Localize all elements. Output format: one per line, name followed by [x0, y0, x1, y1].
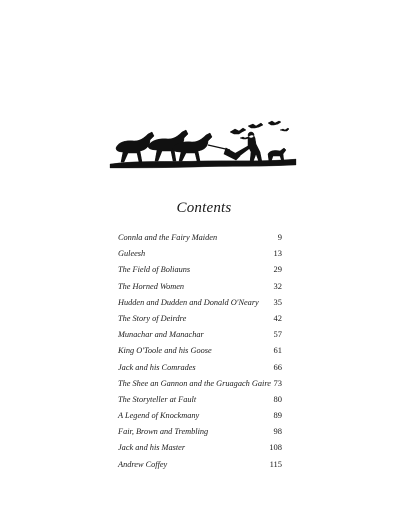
- toc-entry[interactable]: [118, 229, 282, 245]
- ploughing-horses-illustration: [108, 118, 298, 176]
- toc-entry-page: 61: [273, 345, 282, 356]
- toc-entry-page: 73: [273, 377, 282, 388]
- bird-icon: [248, 123, 263, 128]
- toc-entry-page: 9: [277, 232, 282, 242]
- toc-entry[interactable]: [118, 375, 282, 391]
- toc-entry-title: Guleesh: [118, 249, 146, 259]
- contents-heading: Contents: [176, 200, 232, 216]
- toc-entry-title: The Field of Boliauns: [118, 265, 191, 275]
- toc-entry-title: King O'Toole and his Goose: [118, 346, 212, 356]
- toc-entry-page: 66: [273, 361, 282, 372]
- bird-icon: [230, 128, 246, 134]
- plough-icon: [224, 146, 250, 160]
- toc-entry-title: Jack and his Comrades: [118, 362, 196, 372]
- toc-entry[interactable]: [118, 326, 282, 342]
- toc-entry-title: The Horned Women: [118, 281, 185, 291]
- toc-entry-title: Munachar and Manachar: [118, 330, 204, 340]
- toc-entry-title: Hudden and Dudden and Donald O'Neary: [118, 297, 259, 307]
- toc-entry-page: 42: [273, 312, 282, 323]
- toc-entry-title: Connla and the Fairy Maiden: [118, 233, 218, 242]
- toc-entry-page: 115: [269, 458, 282, 469]
- bird-icon: [268, 121, 281, 125]
- toc-entry-title: Andrew Coffey: [118, 459, 168, 469]
- toc-entry[interactable]: [118, 278, 282, 294]
- toc-entry-title: A Legend of Knockmany: [118, 411, 200, 421]
- field-ground: [110, 159, 296, 168]
- bird-icon: [240, 137, 249, 139]
- table-of-contents: [118, 229, 282, 472]
- toc-entry[interactable]: [118, 439, 282, 455]
- toc-entry-page: 80: [273, 393, 282, 404]
- toc-entry-page: 29: [273, 264, 282, 275]
- toc-entry-title: The Shee an Gannon and the Gruagach Gaire: [118, 378, 271, 388]
- toc-entry-page: 35: [273, 296, 282, 307]
- toc-entry-page: 32: [273, 280, 282, 291]
- toc-entry-title: Jack and his Master: [118, 443, 186, 453]
- bird-icon: [280, 128, 289, 131]
- toc-entry-page: 108: [269, 442, 282, 453]
- toc-entry-page: 13: [273, 248, 282, 259]
- toc-entry[interactable]: [118, 261, 282, 277]
- toc-entry[interactable]: [118, 391, 282, 407]
- toc-entry[interactable]: [118, 359, 282, 375]
- toc-entry-title: Fair, Brown and Trembling: [118, 427, 209, 437]
- toc-entry[interactable]: [118, 245, 282, 261]
- toc-entry-page: 89: [273, 410, 282, 421]
- dog-icon: [268, 148, 286, 162]
- toc-entry[interactable]: [118, 342, 282, 358]
- toc-entry[interactable]: [118, 407, 282, 423]
- toc-entry-title: The Storyteller at Fault: [118, 394, 197, 404]
- toc-entry[interactable]: [118, 310, 282, 326]
- toc-entry-page: 98: [273, 426, 282, 437]
- toc-entry[interactable]: [118, 456, 282, 472]
- toc-entry[interactable]: [118, 294, 282, 310]
- toc-entry-title: The Story of Deirdre: [118, 313, 187, 323]
- ploughman-icon: [248, 132, 262, 162]
- toc-entry-page: 57: [273, 329, 282, 340]
- toc-entry[interactable]: [118, 423, 282, 439]
